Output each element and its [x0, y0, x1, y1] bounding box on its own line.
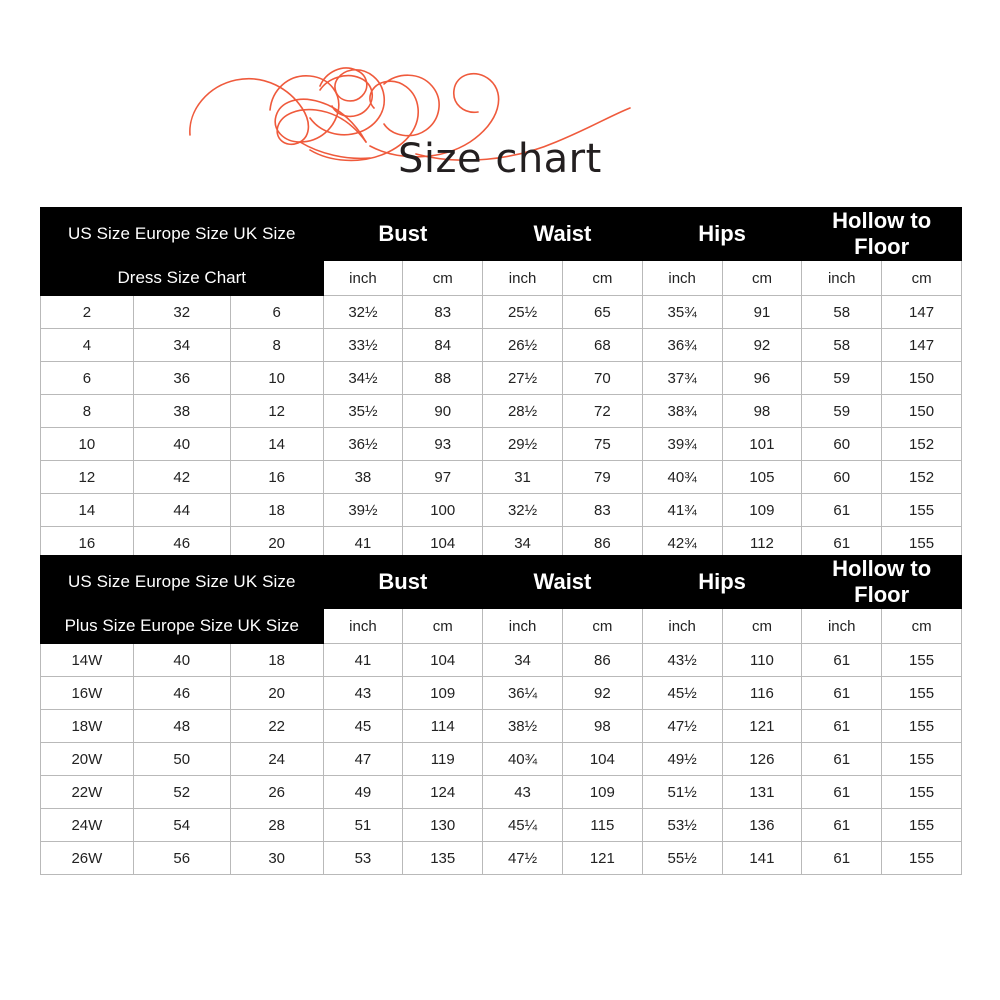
header-hips: Hips [642, 208, 802, 261]
cell-hollow-inch: 58 [802, 296, 882, 329]
cell-bust-inch: 51 [323, 809, 403, 842]
cell-us-size: 16W [41, 677, 134, 710]
cell-us-size: 14W [41, 644, 134, 677]
table-row [41, 776, 962, 809]
cell-hips-cm: 131 [722, 776, 802, 809]
cell-hips-inch: 43½ [642, 644, 722, 677]
cell-hips-inch: 40¾ [642, 461, 722, 494]
page-title: Size chart [398, 136, 602, 182]
cell-bust-cm: 88 [403, 362, 483, 395]
table-row [41, 362, 962, 395]
cell-hips-cm: 109 [722, 494, 802, 527]
subheader-chart-label: Plus Size Europe Size UK Size [41, 609, 324, 644]
cell-bust-cm: 130 [403, 809, 483, 842]
unit-waist-cm: cm [562, 609, 642, 644]
cell-bust-inch: 45 [323, 710, 403, 743]
unit-hollow-cm: cm [882, 609, 962, 644]
cell-europe-size: 32 [133, 296, 230, 329]
cell-bust-cm: 124 [403, 776, 483, 809]
cell-hollow-inch: 61 [802, 494, 882, 527]
cell-hips-cm: 105 [722, 461, 802, 494]
cell-bust-inch: 49 [323, 776, 403, 809]
cell-us-size: 24W [41, 809, 134, 842]
cell-waist-cm: 92 [562, 677, 642, 710]
cell-hips-inch: 38¾ [642, 395, 722, 428]
cell-hips-inch: 47½ [642, 710, 722, 743]
cell-uk-size: 8 [230, 329, 323, 362]
cell-waist-inch: 45¼ [483, 809, 563, 842]
cell-bust-cm: 90 [403, 395, 483, 428]
unit-hips-cm: cm [722, 261, 802, 296]
cell-hips-inch: 35¾ [642, 296, 722, 329]
header-bust: Bust [323, 556, 483, 609]
cell-bust-cm: 114 [403, 710, 483, 743]
cell-uk-size: 10 [230, 362, 323, 395]
cell-uk-size: 22 [230, 710, 323, 743]
cell-bust-cm: 135 [403, 842, 483, 875]
cell-hips-inch: 39¾ [642, 428, 722, 461]
cell-bust-cm: 119 [403, 743, 483, 776]
cell-hollow-cm: 147 [882, 296, 962, 329]
cell-us-size: 18W [41, 710, 134, 743]
cell-hips-inch: 51½ [642, 776, 722, 809]
cell-bust-inch: 53 [323, 842, 403, 875]
cell-hollow-cm: 155 [882, 527, 962, 560]
cell-waist-inch: 34 [483, 644, 563, 677]
cell-bust-cm: 84 [403, 329, 483, 362]
unit-hips-inch: inch [642, 609, 722, 644]
header-hips: Hips [642, 556, 802, 609]
cell-waist-cm: 98 [562, 710, 642, 743]
cell-europe-size: 40 [133, 428, 230, 461]
table-row [41, 494, 962, 527]
cell-us-size: 4 [41, 329, 134, 362]
cell-europe-size: 52 [133, 776, 230, 809]
cell-hips-cm: 116 [722, 677, 802, 710]
cell-hollow-cm: 150 [882, 395, 962, 428]
unit-hollow-inch: inch [802, 609, 882, 644]
header-hollow-to-floor: Hollow to Floor [802, 208, 962, 261]
cell-europe-size: 46 [133, 677, 230, 710]
cell-hips-inch: 41¾ [642, 494, 722, 527]
cell-bust-inch: 33½ [323, 329, 403, 362]
cell-waist-cm: 109 [562, 776, 642, 809]
cell-waist-cm: 115 [562, 809, 642, 842]
cell-hips-cm: 136 [722, 809, 802, 842]
cell-europe-size: 44 [133, 494, 230, 527]
table-row [41, 428, 962, 461]
cell-hollow-inch: 58 [802, 329, 882, 362]
table-header-row [41, 208, 962, 261]
cell-uk-size: 28 [230, 809, 323, 842]
cell-us-size: 2 [41, 296, 134, 329]
cell-hollow-cm: 155 [882, 644, 962, 677]
unit-waist-cm: cm [562, 261, 642, 296]
cell-bust-inch: 36½ [323, 428, 403, 461]
cell-waist-inch: 40¾ [483, 743, 563, 776]
cell-hollow-inch: 61 [802, 644, 882, 677]
cell-hollow-cm: 147 [882, 329, 962, 362]
cell-uk-size: 24 [230, 743, 323, 776]
header-waist: Waist [483, 208, 643, 261]
cell-waist-cm: 75 [562, 428, 642, 461]
cell-waist-inch: 25½ [483, 296, 563, 329]
unit-waist-inch: inch [483, 261, 563, 296]
cell-bust-cm: 83 [403, 296, 483, 329]
cell-us-size: 6 [41, 362, 134, 395]
cell-waist-inch: 36¼ [483, 677, 563, 710]
table-row [41, 710, 962, 743]
cell-bust-inch: 34½ [323, 362, 403, 395]
cell-hollow-cm: 155 [882, 677, 962, 710]
cell-bust-inch: 41 [323, 644, 403, 677]
cell-europe-size: 56 [133, 842, 230, 875]
table-subheader-row [41, 609, 962, 644]
cell-waist-cm: 83 [562, 494, 642, 527]
cell-uk-size: 26 [230, 776, 323, 809]
cell-uk-size: 30 [230, 842, 323, 875]
cell-us-size: 14 [41, 494, 134, 527]
cell-waist-inch: 47½ [483, 842, 563, 875]
cell-uk-size: 18 [230, 494, 323, 527]
cell-hollow-inch: 61 [802, 842, 882, 875]
cell-bust-inch: 47 [323, 743, 403, 776]
cell-europe-size: 34 [133, 329, 230, 362]
cell-waist-inch: 26½ [483, 329, 563, 362]
cell-europe-size: 42 [133, 461, 230, 494]
cell-uk-size: 16 [230, 461, 323, 494]
cell-waist-inch: 27½ [483, 362, 563, 395]
cell-waist-cm: 70 [562, 362, 642, 395]
unit-bust-inch: inch [323, 261, 403, 296]
cell-uk-size: 14 [230, 428, 323, 461]
table-row [41, 395, 962, 428]
cell-europe-size: 50 [133, 743, 230, 776]
cell-waist-cm: 86 [562, 527, 642, 560]
cell-europe-size: 36 [133, 362, 230, 395]
cell-hips-inch: 49½ [642, 743, 722, 776]
table-row [41, 677, 962, 710]
cell-hollow-cm: 150 [882, 362, 962, 395]
cell-hips-inch: 37¾ [642, 362, 722, 395]
standard-size-table-wrapper [40, 207, 962, 560]
cell-bust-cm: 109 [403, 677, 483, 710]
cell-hollow-cm: 152 [882, 428, 962, 461]
cell-europe-size: 54 [133, 809, 230, 842]
cell-waist-inch: 34 [483, 527, 563, 560]
cell-waist-cm: 86 [562, 644, 642, 677]
header-waist: Waist [483, 556, 643, 609]
cell-waist-inch: 31 [483, 461, 563, 494]
table-row [41, 644, 962, 677]
unit-hollow-cm: cm [882, 261, 962, 296]
cell-hips-cm: 101 [722, 428, 802, 461]
cell-hollow-inch: 60 [802, 461, 882, 494]
table-subheader-row [41, 261, 962, 296]
cell-uk-size: 20 [230, 527, 323, 560]
cell-waist-inch: 38½ [483, 710, 563, 743]
page-header [0, 40, 1000, 190]
cell-waist-cm: 68 [562, 329, 642, 362]
subheader-chart-label: Dress Size Chart [41, 261, 324, 296]
cell-waist-cm: 72 [562, 395, 642, 428]
cell-hollow-inch: 61 [802, 809, 882, 842]
cell-bust-cm: 104 [403, 644, 483, 677]
table-row [41, 329, 962, 362]
cell-bust-cm: 97 [403, 461, 483, 494]
cell-europe-size: 38 [133, 395, 230, 428]
unit-hips-inch: inch [642, 261, 722, 296]
cell-hollow-inch: 61 [802, 710, 882, 743]
cell-hollow-cm: 155 [882, 842, 962, 875]
cell-bust-cm: 100 [403, 494, 483, 527]
cell-waist-inch: 32½ [483, 494, 563, 527]
table-row [41, 296, 962, 329]
unit-hollow-inch: inch [802, 261, 882, 296]
cell-hips-cm: 98 [722, 395, 802, 428]
cell-us-size: 20W [41, 743, 134, 776]
cell-hips-inch: 36¾ [642, 329, 722, 362]
cell-waist-cm: 79 [562, 461, 642, 494]
unit-waist-inch: inch [483, 609, 563, 644]
cell-bust-inch: 43 [323, 677, 403, 710]
cell-uk-size: 18 [230, 644, 323, 677]
table-row [41, 809, 962, 842]
cell-hollow-inch: 61 [802, 776, 882, 809]
cell-hips-cm: 141 [722, 842, 802, 875]
cell-hollow-cm: 155 [882, 809, 962, 842]
cell-hips-inch: 42¾ [642, 527, 722, 560]
cell-hollow-cm: 155 [882, 494, 962, 527]
table-row [41, 743, 962, 776]
cell-waist-cm: 121 [562, 842, 642, 875]
plus-size-table [40, 555, 962, 875]
cell-waist-cm: 104 [562, 743, 642, 776]
unit-hips-cm: cm [722, 609, 802, 644]
cell-us-size: 12 [41, 461, 134, 494]
cell-hips-cm: 92 [722, 329, 802, 362]
header-bust: Bust [323, 208, 483, 261]
cell-hollow-cm: 152 [882, 461, 962, 494]
cell-hips-inch: 53½ [642, 809, 722, 842]
cell-uk-size: 20 [230, 677, 323, 710]
header-hollow-to-floor: Hollow to Floor [802, 556, 962, 609]
cell-hollow-inch: 61 [802, 527, 882, 560]
cell-uk-size: 6 [230, 296, 323, 329]
cell-uk-size: 12 [230, 395, 323, 428]
cell-hollow-inch: 59 [802, 395, 882, 428]
cell-europe-size: 46 [133, 527, 230, 560]
cell-bust-inch: 39½ [323, 494, 403, 527]
header-size-group: US Size Europe Size UK Size [41, 556, 324, 609]
cell-hollow-cm: 155 [882, 776, 962, 809]
cell-us-size: 8 [41, 395, 134, 428]
cell-bust-inch: 38 [323, 461, 403, 494]
cell-us-size: 16 [41, 527, 134, 560]
unit-bust-cm: cm [403, 609, 483, 644]
cell-hollow-cm: 155 [882, 743, 962, 776]
cell-hips-inch: 55½ [642, 842, 722, 875]
cell-bust-inch: 35½ [323, 395, 403, 428]
table-row [41, 461, 962, 494]
cell-hips-cm: 112 [722, 527, 802, 560]
cell-us-size: 10 [41, 428, 134, 461]
header-size-group: US Size Europe Size UK Size [41, 208, 324, 261]
unit-bust-cm: cm [403, 261, 483, 296]
cell-bust-cm: 93 [403, 428, 483, 461]
cell-bust-inch: 32½ [323, 296, 403, 329]
plus-size-table-wrapper [40, 555, 962, 875]
cell-bust-inch: 41 [323, 527, 403, 560]
cell-us-size: 22W [41, 776, 134, 809]
cell-us-size: 26W [41, 842, 134, 875]
cell-hips-cm: 126 [722, 743, 802, 776]
unit-bust-inch: inch [323, 609, 403, 644]
cell-waist-inch: 43 [483, 776, 563, 809]
table-row [41, 842, 962, 875]
cell-hips-cm: 121 [722, 710, 802, 743]
standard-size-table [40, 207, 962, 560]
table-header-row [41, 556, 962, 609]
cell-waist-inch: 28½ [483, 395, 563, 428]
cell-europe-size: 40 [133, 644, 230, 677]
cell-hips-inch: 45½ [642, 677, 722, 710]
cell-waist-inch: 29½ [483, 428, 563, 461]
cell-hollow-inch: 60 [802, 428, 882, 461]
cell-hips-cm: 91 [722, 296, 802, 329]
cell-hips-cm: 110 [722, 644, 802, 677]
cell-hollow-cm: 155 [882, 710, 962, 743]
cell-waist-cm: 65 [562, 296, 642, 329]
cell-bust-cm: 104 [403, 527, 483, 560]
cell-hollow-inch: 61 [802, 677, 882, 710]
cell-europe-size: 48 [133, 710, 230, 743]
cell-hips-cm: 96 [722, 362, 802, 395]
cell-hollow-inch: 61 [802, 743, 882, 776]
cell-hollow-inch: 59 [802, 362, 882, 395]
